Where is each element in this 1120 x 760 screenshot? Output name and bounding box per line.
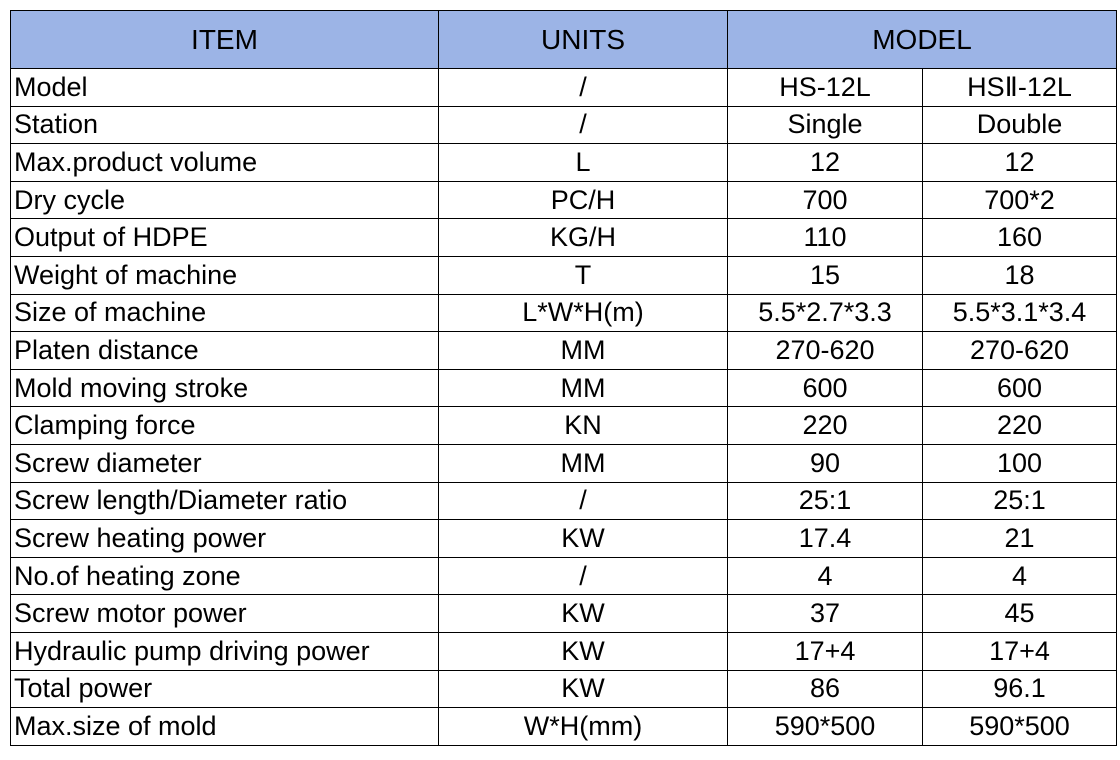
units-cell: MM <box>439 369 728 407</box>
model-1-cell: 17.4 <box>728 520 923 558</box>
table-row <box>11 407 1117 445</box>
model-1-cell: 110 <box>728 219 923 257</box>
header-item: ITEM <box>11 11 439 69</box>
model-1-cell: 5.5*2.7*3.3 <box>728 294 923 332</box>
units-cell: KW <box>439 520 728 558</box>
model-1-cell: 700 <box>728 181 923 219</box>
model-2-cell: 45 <box>923 595 1117 633</box>
spec-table-container <box>10 10 1117 746</box>
units-cell: MM <box>439 444 728 482</box>
model-1-cell: 12 <box>728 144 923 182</box>
table-row <box>11 219 1117 257</box>
model-1-cell: 17+4 <box>728 632 923 670</box>
table-row <box>11 332 1117 370</box>
table-row <box>11 144 1117 182</box>
table-body <box>11 69 1117 746</box>
model-2-cell: 590*500 <box>923 708 1117 746</box>
item-cell: No.of heating zone <box>11 557 439 595</box>
item-cell: Total power <box>11 670 439 708</box>
model-2-cell: 600 <box>923 369 1117 407</box>
model-2-cell: 18 <box>923 256 1117 294</box>
item-cell: Screw heating power <box>11 520 439 558</box>
table-row <box>11 595 1117 633</box>
model-1-cell: 590*500 <box>728 708 923 746</box>
model-1-cell: 220 <box>728 407 923 445</box>
model-1-cell: 25:1 <box>728 482 923 520</box>
units-cell: W*H(mm) <box>439 708 728 746</box>
item-cell: Station <box>11 106 439 144</box>
units-cell: KG/H <box>439 219 728 257</box>
table-row <box>11 294 1117 332</box>
model-2-cell: 270-620 <box>923 332 1117 370</box>
table-row <box>11 520 1117 558</box>
model-2-cell: Double <box>923 106 1117 144</box>
model-1-cell: 270-620 <box>728 332 923 370</box>
model-2-cell: 160 <box>923 219 1117 257</box>
table-row <box>11 256 1117 294</box>
units-cell: KW <box>439 595 728 633</box>
units-cell: / <box>439 69 728 107</box>
item-cell: Model <box>11 69 439 107</box>
model-1-cell: Single <box>728 106 923 144</box>
table-row <box>11 557 1117 595</box>
item-cell: Screw length/Diameter ratio <box>11 482 439 520</box>
model-2-cell: HSⅡ-12L <box>923 69 1117 107</box>
item-cell: Max.product volume <box>11 144 439 182</box>
item-cell: Output of HDPE <box>11 219 439 257</box>
model-1-cell: 4 <box>728 557 923 595</box>
item-cell: Platen distance <box>11 332 439 370</box>
model-1-cell: 90 <box>728 444 923 482</box>
table-row <box>11 670 1117 708</box>
specification-table <box>10 10 1117 746</box>
model-1-cell: 15 <box>728 256 923 294</box>
model-1-cell: 86 <box>728 670 923 708</box>
item-cell: Dry cycle <box>11 181 439 219</box>
table-row <box>11 482 1117 520</box>
table-header <box>11 11 1117 69</box>
header-model: MODEL <box>728 11 1117 69</box>
table-row <box>11 69 1117 107</box>
model-2-cell: 96.1 <box>923 670 1117 708</box>
model-1-cell: HS-12L <box>728 69 923 107</box>
model-1-cell: 600 <box>728 369 923 407</box>
model-2-cell: 5.5*3.1*3.4 <box>923 294 1117 332</box>
units-cell: KW <box>439 670 728 708</box>
item-cell: Mold moving stroke <box>11 369 439 407</box>
units-cell: MM <box>439 332 728 370</box>
table-row <box>11 181 1117 219</box>
units-cell: / <box>439 106 728 144</box>
item-cell: Hydraulic pump driving power <box>11 632 439 670</box>
header-row <box>11 11 1117 69</box>
units-cell: T <box>439 256 728 294</box>
item-cell: Weight of machine <box>11 256 439 294</box>
table-row <box>11 708 1117 746</box>
units-cell: L*W*H(m) <box>439 294 728 332</box>
units-cell: L <box>439 144 728 182</box>
model-2-cell: 21 <box>923 520 1117 558</box>
units-cell: KN <box>439 407 728 445</box>
table-row <box>11 632 1117 670</box>
table-row <box>11 444 1117 482</box>
model-2-cell: 220 <box>923 407 1117 445</box>
model-2-cell: 700*2 <box>923 181 1117 219</box>
header-units: UNITS <box>439 11 728 69</box>
item-cell: Size of machine <box>11 294 439 332</box>
units-cell: / <box>439 482 728 520</box>
item-cell: Max.size of mold <box>11 708 439 746</box>
item-cell: Screw motor power <box>11 595 439 633</box>
model-2-cell: 100 <box>923 444 1117 482</box>
table-row <box>11 369 1117 407</box>
table-row <box>11 106 1117 144</box>
item-cell: Clamping force <box>11 407 439 445</box>
model-2-cell: 17+4 <box>923 632 1117 670</box>
units-cell: KW <box>439 632 728 670</box>
model-2-cell: 25:1 <box>923 482 1117 520</box>
units-cell: / <box>439 557 728 595</box>
model-2-cell: 4 <box>923 557 1117 595</box>
model-1-cell: 37 <box>728 595 923 633</box>
model-2-cell: 12 <box>923 144 1117 182</box>
item-cell: Screw diameter <box>11 444 439 482</box>
units-cell: PC/H <box>439 181 728 219</box>
